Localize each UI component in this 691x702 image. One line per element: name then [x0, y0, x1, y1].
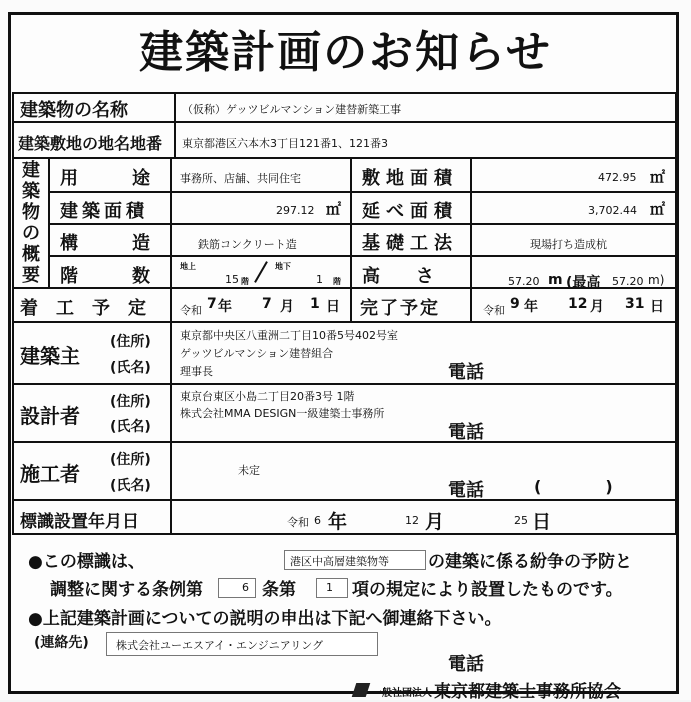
designer-org: 株式会社MMA DESIGN一級建築士事務所 [180, 407, 385, 420]
site-area-label: 敷地面積 [362, 168, 458, 189]
notice-line2-start: 調整に関する条例第 [50, 580, 203, 600]
site-area-value: 472.95 [598, 171, 637, 184]
start-year: 7 [207, 296, 217, 312]
sign-year: 6 [314, 514, 321, 527]
ordinance-name: 港区中高層建築物等 [290, 555, 389, 568]
notice-line2-mid: 条第 [262, 580, 296, 600]
max-value: 57.20 [612, 275, 644, 288]
builder-label: 施工者 [20, 462, 80, 486]
owner-tel-label: 電話 [448, 362, 484, 383]
side-char: 要 [22, 265, 40, 286]
below-label: 地下 [275, 262, 291, 271]
above-unit: 階 [241, 277, 249, 286]
article-box [218, 578, 256, 598]
association-logo-icon [352, 683, 371, 697]
page-title: 建築計画のお知らせ [139, 27, 552, 78]
side-char: 建 [22, 160, 40, 181]
end-day: 31 [625, 296, 645, 312]
notice-line1-end: の建築に係る紛争の予防と [428, 552, 632, 572]
sign-month: 12 [405, 514, 419, 527]
use-label: 用 途 [60, 168, 150, 189]
name-value: （仮称）ゲッツビルマンション建替新築工事 [182, 103, 402, 116]
start-month-unit: 月 [280, 299, 294, 315]
max-label: (最高 [566, 275, 601, 291]
builder-tel-label: 電話 [448, 480, 484, 501]
end-label: 完了予定 [360, 298, 440, 319]
contact-tel-label: 電話 [448, 654, 484, 675]
designer-address: 東京台東区小島二丁目20番3号 1階 [180, 390, 355, 403]
sign-value-cell [170, 499, 677, 535]
notice-line1-start: ●この標識は、 [28, 552, 145, 572]
builder-addr-label: (住所) [110, 452, 151, 468]
build-area-value-cell [170, 191, 352, 225]
above-label: 地上 [180, 262, 196, 271]
end-day-unit: 日 [650, 299, 664, 315]
floor-area-label: 延べ面積 [362, 201, 458, 222]
height-unit: m [548, 272, 563, 288]
builder-value: 未定 [238, 464, 260, 477]
side-char: 築 [22, 181, 40, 202]
end-month-unit: 月 [590, 299, 604, 315]
paragraph-number: 1 [326, 581, 333, 594]
contact-value: 株式会社ユーエスアイ・エンジニアリング [116, 639, 324, 652]
owner-addr-label: (住所) [110, 334, 151, 350]
use-value: 事務所、店舗、共同住宅 [180, 172, 301, 185]
below-unit: 階 [333, 277, 341, 286]
sign-day-unit: 日 [532, 511, 552, 533]
found-value: 現場打ち造成杭 [530, 238, 607, 251]
site-label: 建築敷地の地名地番 [18, 134, 163, 153]
max-unit: m) [648, 273, 665, 287]
end-month: 12 [568, 296, 588, 312]
footer-small: 一般社団法人 [372, 688, 432, 699]
side-char: の [22, 223, 40, 244]
height-label: 高 さ [362, 266, 434, 287]
notice-line3: ●上記建築計画についての説明の申出は下記へ御連絡下さい。 [28, 609, 502, 629]
struct-label: 構 造 [60, 233, 150, 254]
sign-era: 令和 [287, 516, 309, 529]
builder-tel-paren: ( ) [534, 477, 613, 496]
designer-tel-label: 電話 [448, 422, 484, 443]
side-char: 物 [22, 202, 40, 223]
floors-label: 階 数 [60, 266, 150, 287]
found-label: 基礎工法 [362, 233, 458, 254]
sign-day: 25 [514, 514, 528, 527]
footer-org: 東京都建築士事務所協会 [434, 682, 621, 702]
end-year: 9 [510, 296, 520, 312]
floor-area-value: 3,702.44 [588, 204, 637, 217]
owner-person: 理事長 [180, 365, 213, 378]
below-value: 1 [316, 273, 323, 286]
owner-address: 東京都中央区八重洲二丁目10番5号402号室 [180, 329, 398, 342]
owner-label: 建築主 [20, 344, 80, 368]
name-label: 建築物の名称 [20, 100, 128, 121]
floor-area-value-cell [470, 191, 677, 225]
start-month: 7 [262, 296, 272, 312]
floor-area-unit: ㎡ [650, 200, 666, 218]
build-area-unit: ㎡ [326, 200, 342, 218]
owner-org: ゲッツビルマンション建替組合 [180, 347, 334, 360]
start-label: 着 工 予 定 [20, 298, 146, 319]
site-value: 東京都港区六本木3丁目121番1、121番3 [182, 137, 388, 150]
designer-addr-label: (住所) [110, 394, 151, 410]
contact-label: (連絡先) [34, 635, 89, 651]
start-day-unit: 日 [326, 299, 340, 315]
build-area-value: 297.12 [276, 204, 315, 217]
designer-label: 設計者 [20, 404, 80, 428]
sign-month-unit: 月 [425, 511, 445, 533]
article-number: 6 [242, 581, 249, 594]
site-area-unit: ㎡ [650, 168, 666, 186]
side-char: 概 [22, 244, 40, 265]
build-area-label: 建築面積 [60, 201, 148, 222]
start-era: 令和 [180, 304, 202, 317]
designer-name-label: (氏名) [110, 419, 151, 435]
height-value: 57.20 [508, 275, 540, 288]
end-era: 令和 [483, 304, 505, 317]
struct-value: 鉄筋コンクリート造 [198, 238, 297, 251]
sign-label: 標識設置年月日 [20, 512, 139, 532]
notice-line2-end: 項の規定により設置したものです。 [352, 580, 623, 600]
sign-year-unit: 年 [328, 511, 348, 533]
site-area-value-cell [470, 157, 677, 193]
start-year-unit: 年 [218, 299, 232, 315]
end-year-unit: 年 [524, 299, 538, 315]
above-value: 15 [225, 273, 239, 286]
owner-name-label: (氏名) [110, 360, 151, 376]
builder-name-label: (氏名) [110, 478, 151, 494]
start-day: 1 [310, 296, 320, 312]
